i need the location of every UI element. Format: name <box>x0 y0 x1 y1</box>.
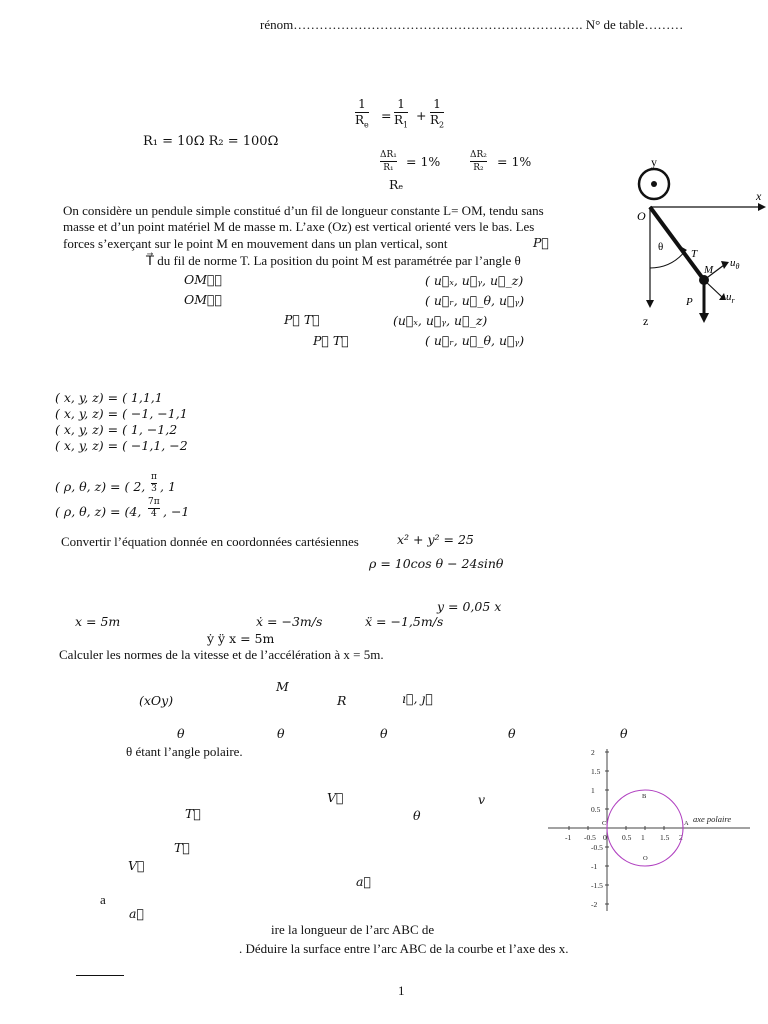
unit-vectors-ij: ı⃗, ȷ⃗ <box>402 691 433 706</box>
forces-p-t-2: P⃗ T⃗ <box>313 333 349 348</box>
cyl-point-1-end: , 1 <box>160 479 176 494</box>
fraction-1-over-r1: 1 $R_1$ <box>394 97 409 130</box>
y-tick-label: -2 <box>591 900 598 909</box>
pendulum-text-line-3: forces s’exerçant sur le point M en mouvement dans un plan vertical, sont <box>63 236 448 251</box>
arc-length-text: ire la longueur de l’arc ABC de <box>271 922 435 937</box>
point-a-label: A <box>684 820 689 827</box>
ydot-yddot: ẏ ÿ x = 5m <box>207 631 275 646</box>
velocity-vector-2: V⃗ <box>128 858 145 873</box>
polar-angle-text: θ étant l’angle polaire. <box>126 744 243 759</box>
point-b-label: B <box>642 793 647 800</box>
pendulum-text-line-1: On considère un pendule simple constitué d’un fil de longueur constante L= OM, tendu sans <box>63 203 544 218</box>
polar-equation: ρ = 10cos θ − 24sinθ <box>369 556 504 571</box>
point-m-label: M <box>704 264 714 276</box>
x-tick-label: 0 <box>603 833 607 842</box>
y-tick-label: -1 <box>591 862 598 871</box>
tangent-vector-1: T⃗ <box>185 806 201 821</box>
page-number: 1 <box>398 983 405 998</box>
trajectory-equation: y = 0,05 x <box>437 599 502 614</box>
om-vector-2: OM⃗⃗ <box>184 292 223 307</box>
theta-2: θ <box>277 726 285 741</box>
speed-v: v <box>478 792 486 807</box>
resistance-values: R₁ = 10Ω R₂ = 100Ω <box>143 134 279 149</box>
cyl-point-1: ( ρ, θ, z) = ( 2, <box>55 479 146 494</box>
header-line: rénom…………………………………………………………. N° de table……… <box>260 17 684 32</box>
x-tick-label: 0.5 <box>622 833 632 842</box>
equals-sign: = <box>381 108 392 123</box>
fraction-1-over-re <box>355 98 369 131</box>
u-r-label: $u_r$ <box>726 291 735 305</box>
frame-r: R <box>337 693 347 708</box>
relative-error-r1: ΔR₁ R₁ <box>380 150 397 173</box>
y-axis-label: y <box>651 155 657 169</box>
polar-basis-2: ( u⃗ᵣ, u⃗_θ, u⃗ᵧ) <box>425 333 525 348</box>
y-tick-label: -0.5 <box>591 843 603 852</box>
y-tick-label: 1 <box>591 786 595 795</box>
point-2: ( x, y, z) = ( −1, −1,1 <box>55 406 188 421</box>
weight-label: P <box>686 296 693 308</box>
tension-label: T <box>691 248 698 260</box>
acceleration-vector-1: a⃗ <box>356 874 371 889</box>
theta-1: θ <box>177 726 185 741</box>
footnote-separator <box>76 975 124 976</box>
y-tick-label: -1.5 <box>591 881 603 890</box>
cartesian-basis-2: (u⃗ₓ, u⃗ᵧ, u⃗_z) <box>393 313 488 328</box>
cyl-point-2: ( ρ, θ, z) = (4, <box>55 504 142 519</box>
fraction-1-over-r2: 1 $R_2$ <box>430 97 445 130</box>
z-axis-label: z <box>643 314 649 328</box>
om-vector-1: OM⃗⃗ <box>184 272 223 287</box>
y-tick-label: 0.5 <box>591 805 601 814</box>
point-4: ( x, y, z) = ( −1,1, −2 <box>55 438 188 453</box>
x-axis-label: x <box>756 189 762 203</box>
arc-surface-text: . Déduire la surface entre l’arc ABC de la courbe et l’axe des x. <box>239 941 569 956</box>
pendulum-text-line-2: masse et d’un point matériel M de masse m. L’axe (Oz) est vertical orienté vers le bas. Les <box>63 219 535 234</box>
theta-5: θ <box>620 726 628 741</box>
pi-over-3: π 3 <box>151 472 157 494</box>
tangent-vector-2: T⃗ <box>174 840 190 855</box>
u-theta-label: $u_\theta$ <box>730 257 740 271</box>
relative-error-r1-value: = 1% <box>406 154 441 169</box>
point-m: M <box>276 679 289 694</box>
y-tick-label: 1.5 <box>591 767 601 776</box>
acceleration-vector-2: a⃗ <box>129 906 144 921</box>
x-tick-label: -0.5 <box>584 833 596 842</box>
plus-sign: + <box>416 108 427 123</box>
weight-vector: P⃗ <box>533 235 549 250</box>
position-x: x = 5m <box>75 614 121 629</box>
numerator: 1 <box>358 97 366 111</box>
polar-basis: ( u⃗ᵣ, u⃗_θ, u⃗ᵧ) <box>425 293 525 308</box>
x-tick-label: 1.5 <box>660 833 670 842</box>
circle-equation: x² + y² = 25 <box>397 532 474 547</box>
theta-4: θ <box>508 726 516 741</box>
y-tick-label: 2 <box>591 748 595 757</box>
velocity-vector-1: V⃗ <box>327 790 344 805</box>
theta-6: θ <box>413 808 421 823</box>
relative-error-r2-value: = 1% <box>497 154 532 169</box>
point-o-label: O <box>643 855 648 862</box>
x-tick-label: -1 <box>565 833 572 842</box>
xoy-plane: (xOy) <box>139 693 174 708</box>
re-label: Rₑ <box>389 177 404 192</box>
pendulum-text-line-4: T⃗ du fil de norme T. La position du point M est paramétrée par l’angle θ <box>146 253 521 268</box>
origin-label: O <box>637 209 646 223</box>
cyl-point-2-end: , −1 <box>163 504 190 519</box>
label-a: a <box>100 892 106 907</box>
polar-curve-plot <box>540 745 755 915</box>
forces-p-t-1: P⃗ T⃗ <box>284 312 320 327</box>
theta-angle-label: θ <box>658 241 664 253</box>
cartesian-basis: ( u⃗ₓ, u⃗ᵧ, u⃗_z) <box>425 273 524 288</box>
pendulum-figure <box>620 150 768 330</box>
theta-3: θ <box>380 726 388 741</box>
polar-axis-label: axe polaire <box>693 814 732 824</box>
convert-instruction: Convertir l’équation donnée en coordonnées cartésiennes <box>61 534 359 549</box>
acceleration-x: ẍ = −1,5m/s <box>365 614 444 629</box>
x-tick-label: 2 <box>679 833 683 842</box>
relative-error-r2: ΔR₂ R₂ <box>470 150 487 173</box>
calc-instruction: Calculer les normes de la vitesse et de l’accélération à x = 5m. <box>59 647 384 662</box>
seven-pi-over-4: 7π 4 <box>148 497 160 519</box>
point-c-label: C <box>602 820 607 827</box>
x-tick-label: 1 <box>641 833 645 842</box>
point-1: ( x, y, z) = ( 1,1,1 <box>55 390 163 405</box>
denominator: $R_e$ <box>355 113 369 130</box>
point-3: ( x, y, z) = ( 1, −1,2 <box>55 422 178 437</box>
velocity-x: ẋ = −3m/s <box>256 614 323 629</box>
